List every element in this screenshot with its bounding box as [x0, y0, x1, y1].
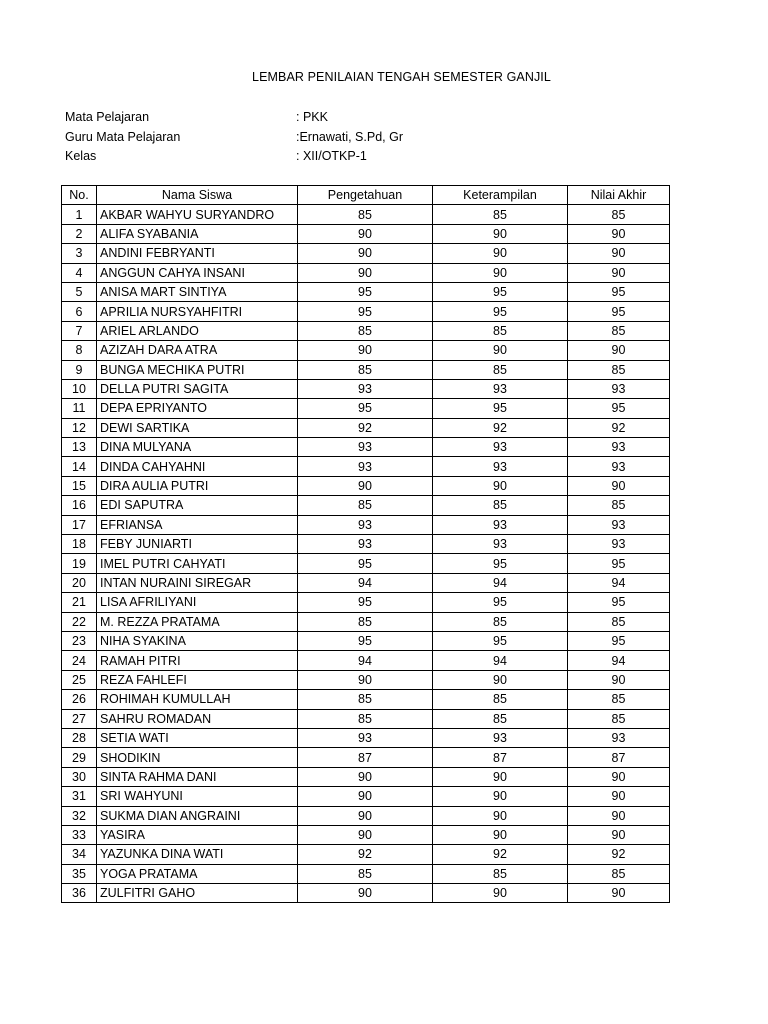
- table-header-row: [62, 186, 670, 205]
- cell-student-name: EDI SAPUTRA: [97, 496, 298, 515]
- cell-final-score: 90: [568, 670, 670, 689]
- cell-final-score: 92: [568, 845, 670, 864]
- cell-knowledge: 95: [298, 399, 433, 418]
- cell-knowledge: 85: [298, 205, 433, 224]
- cell-student-name: DEPA EPRIYANTO: [97, 399, 298, 418]
- cell-no: 19: [62, 554, 97, 573]
- cell-student-name: NIHA SYAKINA: [97, 631, 298, 650]
- header-knowledge: Pengetahuan: [298, 186, 433, 205]
- table-row: [62, 670, 670, 689]
- cell-no: 6: [62, 302, 97, 321]
- cell-skill: 90: [433, 825, 568, 844]
- cell-skill: 92: [433, 418, 568, 437]
- cell-knowledge: 90: [298, 263, 433, 282]
- table-row: [62, 787, 670, 806]
- cell-no: 17: [62, 515, 97, 534]
- table-row: [62, 631, 670, 650]
- cell-final-score: 93: [568, 728, 670, 747]
- table-row: [62, 709, 670, 728]
- header-name: Nama Siswa: [97, 186, 298, 205]
- table-row: [62, 263, 670, 282]
- cell-student-name: ZULFITRI GAHO: [97, 884, 298, 903]
- document-title: LEMBAR PENILAIAN TENGAH SEMESTER GANJIL: [252, 70, 551, 84]
- cell-no: 5: [62, 282, 97, 301]
- cell-skill: 90: [433, 476, 568, 495]
- cell-final-score: 90: [568, 806, 670, 825]
- cell-final-score: 90: [568, 825, 670, 844]
- cell-skill: 85: [433, 321, 568, 340]
- cell-student-name: ANDINI FEBRYANTI: [97, 244, 298, 263]
- cell-skill: 93: [433, 728, 568, 747]
- cell-knowledge: 93: [298, 438, 433, 457]
- cell-student-name: YOGA PRATAMA: [97, 864, 298, 883]
- cell-no: 14: [62, 457, 97, 476]
- table-row: [62, 806, 670, 825]
- cell-no: 22: [62, 612, 97, 631]
- cell-no: 35: [62, 864, 97, 883]
- cell-knowledge: 90: [298, 670, 433, 689]
- cell-final-score: 93: [568, 515, 670, 534]
- cell-student-name: DINDA CAHYAHNI: [97, 457, 298, 476]
- cell-skill: 90: [433, 244, 568, 263]
- table-row: [62, 864, 670, 883]
- table-row: [62, 418, 670, 437]
- cell-knowledge: 94: [298, 651, 433, 670]
- cell-final-score: 85: [568, 864, 670, 883]
- cell-knowledge: 90: [298, 224, 433, 243]
- cell-no: 4: [62, 263, 97, 282]
- cell-student-name: DEWI SARTIKA: [97, 418, 298, 437]
- cell-knowledge: 93: [298, 457, 433, 476]
- cell-final-score: 95: [568, 399, 670, 418]
- table-row: [62, 573, 670, 592]
- cell-knowledge: 85: [298, 690, 433, 709]
- cell-skill: 85: [433, 360, 568, 379]
- cell-skill: 95: [433, 302, 568, 321]
- cell-knowledge: 90: [298, 341, 433, 360]
- cell-no: 27: [62, 709, 97, 728]
- cell-skill: 90: [433, 263, 568, 282]
- cell-final-score: 95: [568, 631, 670, 650]
- header-no: No.: [62, 186, 97, 205]
- cell-student-name: SUKMA DIAN ANGRAINI: [97, 806, 298, 825]
- cell-student-name: AZIZAH DARA ATRA: [97, 341, 298, 360]
- teacher-value: :Ernawati, S.Pd, Gr: [296, 129, 403, 144]
- cell-student-name: YAZUNKA DINA WATI: [97, 845, 298, 864]
- table-row: [62, 341, 670, 360]
- cell-student-name: SRI WAHYUNI: [97, 787, 298, 806]
- header-final-score: Nilai Akhir: [568, 186, 670, 205]
- table-row: [62, 379, 670, 398]
- cell-no: 30: [62, 767, 97, 786]
- cell-student-name: BUNGA MECHIKA PUTRI: [97, 360, 298, 379]
- cell-knowledge: 90: [298, 244, 433, 263]
- cell-no: 25: [62, 670, 97, 689]
- cell-skill: 90: [433, 224, 568, 243]
- cell-final-score: 93: [568, 457, 670, 476]
- cell-skill: 95: [433, 282, 568, 301]
- cell-no: 7: [62, 321, 97, 340]
- cell-skill: 93: [433, 535, 568, 554]
- cell-no: 36: [62, 884, 97, 903]
- cell-no: 13: [62, 438, 97, 457]
- cell-no: 23: [62, 631, 97, 650]
- cell-student-name: ANISA MART SINTIYA: [97, 282, 298, 301]
- class-label: Kelas: [65, 149, 97, 163]
- cell-skill: 93: [433, 515, 568, 534]
- table-body: [62, 205, 670, 903]
- cell-knowledge: 95: [298, 631, 433, 650]
- cell-knowledge: 85: [298, 612, 433, 631]
- cell-final-score: 90: [568, 224, 670, 243]
- cell-knowledge: 92: [298, 845, 433, 864]
- cell-skill: 85: [433, 205, 568, 224]
- class-value: : XII/OTKP-1: [296, 149, 367, 163]
- table-row: [62, 476, 670, 495]
- cell-skill: 87: [433, 748, 568, 767]
- cell-final-score: 90: [568, 244, 670, 263]
- cell-knowledge: 85: [298, 321, 433, 340]
- cell-skill: 85: [433, 690, 568, 709]
- cell-knowledge: 93: [298, 515, 433, 534]
- cell-final-score: 95: [568, 593, 670, 612]
- cell-no: 12: [62, 418, 97, 437]
- cell-final-score: 90: [568, 767, 670, 786]
- cell-knowledge: 95: [298, 302, 433, 321]
- cell-student-name: IMEL PUTRI CAHYATI: [97, 554, 298, 573]
- cell-no: 18: [62, 535, 97, 554]
- cell-final-score: 90: [568, 341, 670, 360]
- cell-final-score: 85: [568, 205, 670, 224]
- cell-skill: 90: [433, 670, 568, 689]
- table-row: [62, 593, 670, 612]
- cell-student-name: AKBAR WAHYU SURYANDRO: [97, 205, 298, 224]
- cell-student-name: DINA MULYANA: [97, 438, 298, 457]
- cell-knowledge: 85: [298, 864, 433, 883]
- cell-no: 1: [62, 205, 97, 224]
- cell-final-score: 93: [568, 535, 670, 554]
- teacher-label: Guru Mata Pelajaran: [65, 129, 181, 144]
- cell-final-score: 87: [568, 748, 670, 767]
- table-row: [62, 282, 670, 301]
- cell-final-score: 85: [568, 709, 670, 728]
- grades-table: [61, 185, 670, 903]
- cell-no: 9: [62, 360, 97, 379]
- cell-skill: 85: [433, 496, 568, 515]
- cell-final-score: 95: [568, 554, 670, 573]
- cell-final-score: 85: [568, 321, 670, 340]
- header-skill: Keterampilan: [433, 186, 568, 205]
- cell-final-score: 85: [568, 360, 670, 379]
- cell-skill: 90: [433, 767, 568, 786]
- cell-no: 31: [62, 787, 97, 806]
- cell-knowledge: 85: [298, 496, 433, 515]
- cell-final-score: 90: [568, 476, 670, 495]
- cell-student-name: FEBY JUNIARTI: [97, 535, 298, 554]
- cell-skill: 95: [433, 631, 568, 650]
- cell-knowledge: 95: [298, 282, 433, 301]
- cell-skill: 93: [433, 438, 568, 457]
- table-row: [62, 438, 670, 457]
- cell-final-score: 95: [568, 282, 670, 301]
- cell-knowledge: 85: [298, 360, 433, 379]
- cell-final-score: 93: [568, 379, 670, 398]
- table-row: [62, 224, 670, 243]
- cell-no: 20: [62, 573, 97, 592]
- cell-student-name: ANGGUN CAHYA INSANI: [97, 263, 298, 282]
- cell-no: 21: [62, 593, 97, 612]
- table-row: [62, 651, 670, 670]
- cell-skill: 90: [433, 884, 568, 903]
- cell-final-score: 94: [568, 573, 670, 592]
- cell-student-name: YASIRA: [97, 825, 298, 844]
- cell-no: 32: [62, 806, 97, 825]
- cell-knowledge: 90: [298, 806, 433, 825]
- table-row: [62, 535, 670, 554]
- table-row: [62, 825, 670, 844]
- cell-student-name: RAMAH PITRI: [97, 651, 298, 670]
- table-row: [62, 515, 670, 534]
- cell-no: 33: [62, 825, 97, 844]
- cell-knowledge: 95: [298, 554, 433, 573]
- cell-final-score: 90: [568, 884, 670, 903]
- cell-skill: 95: [433, 399, 568, 418]
- cell-no: 16: [62, 496, 97, 515]
- cell-student-name: SHODIKIN: [97, 748, 298, 767]
- cell-skill: 92: [433, 845, 568, 864]
- cell-knowledge: 95: [298, 593, 433, 612]
- cell-student-name: DIRA AULIA PUTRI: [97, 476, 298, 495]
- cell-skill: 95: [433, 593, 568, 612]
- subject-label: Mata Pelajaran: [65, 110, 150, 124]
- table-row: [62, 612, 670, 631]
- cell-knowledge: 93: [298, 379, 433, 398]
- cell-skill: 90: [433, 806, 568, 825]
- cell-knowledge: 93: [298, 535, 433, 554]
- cell-knowledge: 92: [298, 418, 433, 437]
- cell-student-name: APRILIA NURSYAHFITRI: [97, 302, 298, 321]
- cell-skill: 85: [433, 864, 568, 883]
- cell-no: 28: [62, 728, 97, 747]
- table-row: [62, 360, 670, 379]
- cell-no: 8: [62, 341, 97, 360]
- cell-skill: 94: [433, 573, 568, 592]
- cell-final-score: 85: [568, 612, 670, 631]
- cell-knowledge: 90: [298, 767, 433, 786]
- cell-skill: 95: [433, 554, 568, 573]
- cell-no: 10: [62, 379, 97, 398]
- cell-no: 26: [62, 690, 97, 709]
- table-row: [62, 845, 670, 864]
- cell-student-name: EFRIANSA: [97, 515, 298, 534]
- cell-skill: 90: [433, 341, 568, 360]
- cell-knowledge: 93: [298, 728, 433, 747]
- cell-skill: 94: [433, 651, 568, 670]
- cell-no: 15: [62, 476, 97, 495]
- table-row: [62, 748, 670, 767]
- cell-no: 24: [62, 651, 97, 670]
- cell-skill: 93: [433, 457, 568, 476]
- cell-final-score: 85: [568, 690, 670, 709]
- cell-knowledge: 90: [298, 476, 433, 495]
- cell-final-score: 85: [568, 496, 670, 515]
- cell-skill: 85: [433, 612, 568, 631]
- cell-no: 29: [62, 748, 97, 767]
- cell-no: 2: [62, 224, 97, 243]
- cell-no: 34: [62, 845, 97, 864]
- cell-student-name: SINTA RAHMA DANI: [97, 767, 298, 786]
- cell-student-name: SAHRU ROMADAN: [97, 709, 298, 728]
- cell-student-name: SETIA WATI: [97, 728, 298, 747]
- table-row: [62, 884, 670, 903]
- cell-student-name: ARIEL ARLANDO: [97, 321, 298, 340]
- table-row: [62, 728, 670, 747]
- table-row: [62, 457, 670, 476]
- cell-student-name: ROHIMAH KUMULLAH: [97, 690, 298, 709]
- table-row: [62, 321, 670, 340]
- cell-student-name: M. REZZA PRATAMA: [97, 612, 298, 631]
- cell-knowledge: 90: [298, 825, 433, 844]
- cell-student-name: LISA AFRILIYANI: [97, 593, 298, 612]
- cell-student-name: DELLA PUTRI SAGITA: [97, 379, 298, 398]
- cell-knowledge: 94: [298, 573, 433, 592]
- cell-skill: 90: [433, 787, 568, 806]
- cell-skill: 93: [433, 379, 568, 398]
- cell-final-score: 90: [568, 787, 670, 806]
- cell-final-score: 93: [568, 438, 670, 457]
- table-row: [62, 690, 670, 709]
- cell-knowledge: 85: [298, 709, 433, 728]
- table-row: [62, 244, 670, 263]
- cell-student-name: INTAN NURAINI SIREGAR: [97, 573, 298, 592]
- cell-skill: 85: [433, 709, 568, 728]
- cell-knowledge: 90: [298, 787, 433, 806]
- cell-final-score: 95: [568, 302, 670, 321]
- cell-final-score: 90: [568, 263, 670, 282]
- cell-student-name: REZA FAHLEFI: [97, 670, 298, 689]
- table-row: [62, 554, 670, 573]
- table-row: [62, 767, 670, 786]
- cell-student-name: ALIFA SYABANIA: [97, 224, 298, 243]
- cell-no: 11: [62, 399, 97, 418]
- table-row: [62, 205, 670, 224]
- table-row: [62, 302, 670, 321]
- cell-knowledge: 90: [298, 884, 433, 903]
- cell-no: 3: [62, 244, 97, 263]
- cell-final-score: 94: [568, 651, 670, 670]
- cell-knowledge: 87: [298, 748, 433, 767]
- subject-value: : PKK: [296, 110, 328, 124]
- cell-final-score: 92: [568, 418, 670, 437]
- table-row: [62, 399, 670, 418]
- table-row: [62, 496, 670, 515]
